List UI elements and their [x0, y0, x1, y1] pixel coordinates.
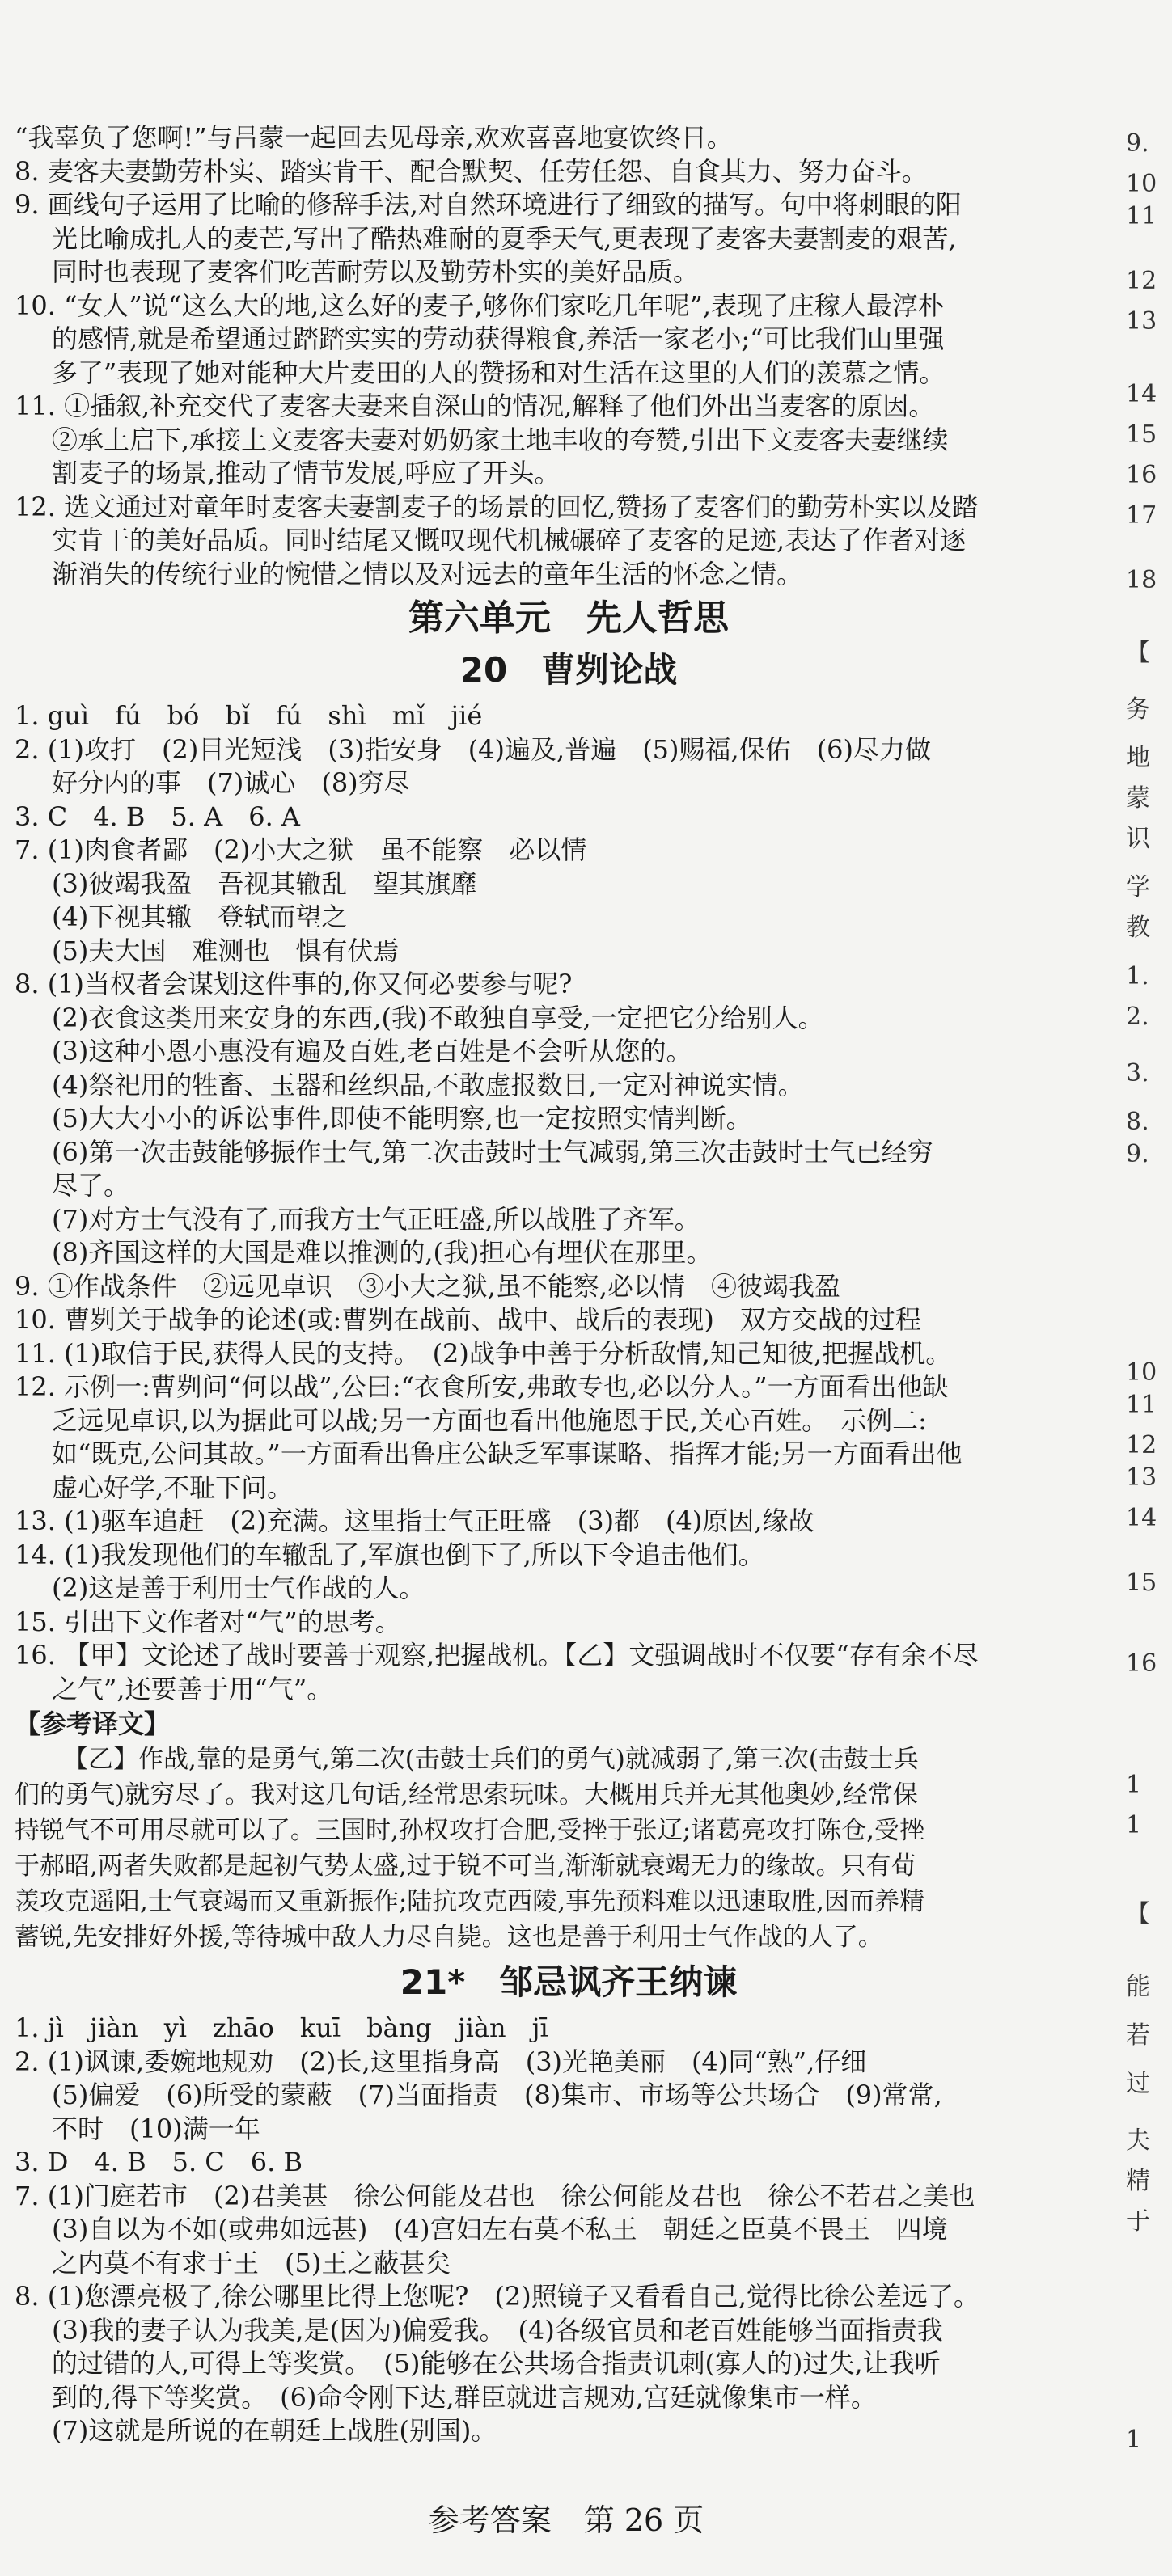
cropped-right-column — [1126, 113, 1172, 2539]
cropped-text-fragment: 15 — [1126, 420, 1157, 449]
cropped-text-fragment: 1 — [1126, 1811, 1142, 1839]
cropped-text-fragment: 15 — [1126, 1569, 1157, 1597]
translation-line: 蓄锐,先安排好外援,等待城中敌人力尽自毙。这也是善于利用士气作战的人了。 — [15, 1923, 883, 1952]
reference-translation-heading: 【参考译文】 — [15, 1708, 171, 1739]
cropped-text-fragment: 1. — [1126, 962, 1149, 990]
text-line: 之内莫不有求于王 (5)王之蔽甚矣 — [52, 2247, 451, 2278]
cropped-text-fragment: 过 — [1126, 2070, 1150, 2098]
text-line: (5)大大小小的诉讼事件,即使不能明察,也一定按照实情判断。 — [52, 1103, 752, 1134]
text-line: 13. (1)驱车追赶 (2)充满。这里指士气正旺盛 (3)都 (4)原因,缘故 — [15, 1505, 814, 1536]
text-line: 12. 选文通过对童年时麦客夫妻割麦子的场景的回忆,赞扬了麦客们的勤劳朴实以及踏 — [15, 491, 979, 522]
cropped-text-fragment: 11 — [1126, 1391, 1157, 1419]
text-line: 之气”,还要善于用“气”。 — [52, 1673, 333, 1704]
translation-line: 们的勇气)就穷尽了。我对这几句话,经常思索玩味。大概用兵并无其他奥妙,经常保 — [15, 1780, 918, 1810]
text-line: 8. 麦客夫妻勤劳朴实、踏实肯干、配合默契、任劳任怨、自食其力、努力奋斗。 — [15, 155, 928, 187]
text-line: 3. C 4. B 5. A 6. A — [15, 800, 301, 832]
text-line: 7. (1)肉食者鄙 (2)小大之狱 虽不能察 必以情 — [15, 834, 587, 865]
main-column — [15, 121, 1123, 2448]
text-line: ②承上启下,承接上文麦客夫妻对奶奶家土地丰收的夸赞,引出下文麦客夫妻继续 — [52, 424, 949, 455]
text-line: (3)这种小恩小惠没有遍及百姓,老百姓是不会听从您的。 — [52, 1036, 692, 1066]
text-line: (7)这就是所说的在朝廷上战胜(别国)。 — [52, 2415, 497, 2446]
cropped-text-fragment: 1 — [1126, 1771, 1142, 1799]
text-line: 尽了。 — [52, 1170, 130, 1201]
text-line: 多了”表现了她对能种大片麦田的人的赞扬和对生活在这里的人们的羡慕之情。 — [52, 357, 946, 388]
cropped-text-fragment: 学 — [1126, 873, 1150, 902]
cropped-text-fragment: 教 — [1126, 914, 1150, 942]
cropped-text-fragment: 17 — [1126, 501, 1157, 530]
cropped-text-fragment: 14 — [1126, 1504, 1157, 1532]
cropped-text-fragment: 夫 — [1126, 2126, 1150, 2155]
text-line: 不时 (10)满一年 — [52, 2113, 260, 2144]
cropped-text-fragment: 9. — [1126, 1140, 1149, 1168]
text-line: 11. (1)取信于民,获得人民的支持。 (2)战争中善于分析敌情,知己知彼,把握战机。 — [15, 1337, 952, 1369]
text-line: 12. 示例一:曹刿问“何以战”,公曰:“衣食所安,弗敢专也,必以分人。”一方面看出他缺 — [15, 1371, 949, 1402]
text-line: 16. 【甲】文论述了战时要善于观察,把握战机。【乙】文强调战时不仅要“存有余不尽 — [15, 1640, 979, 1670]
text-line: 割麦子的场景,推动了情节发展,呼应了开头。 — [52, 458, 561, 488]
translation-line: 持锐气不可用尽就可以了。三国时,孙权攻打合肥,受挫于张辽;诸葛亮攻打陈仓,受挫 — [15, 1816, 925, 1845]
lesson-21-answers — [15, 2012, 1123, 2448]
cropped-text-fragment: 2. — [1126, 1003, 1149, 1031]
cropped-text-fragment: 10 — [1126, 170, 1157, 198]
cropped-text-fragment: 16 — [1126, 1649, 1157, 1678]
text-line: 实肯干的美好品质。同时结尾又慨叹现代机械碾碎了麦客的足迹,表达了作者对逐 — [52, 525, 967, 555]
cropped-text-fragment: 12 — [1126, 267, 1157, 295]
lesson-20-answers — [15, 699, 1123, 1706]
text-line: 9. ①作战条件 ②远见卓识 ③小大之狱,虽不能察,必以情 ④彼竭我盈 — [15, 1270, 841, 1302]
text-line: (4)下视其辙 登轼而望之 — [52, 902, 348, 932]
page-number: 第 26 页 — [583, 2502, 704, 2538]
text-line: 11. ①插叙,补充交代了麦客夫妻来自深山的情况,解释了他们外出当麦客的原因。 — [15, 391, 935, 421]
cropped-text-fragment: 18 — [1126, 566, 1157, 594]
text-line: 7. (1)门庭若市 (2)君美甚 徐公何能及君也 徐公何能及君也 徐公不若君之美也 — [15, 2180, 975, 2211]
text-line: 乏远见卓识,以为据此可以战;另一方面也看出他施恩于民,关心百姓。 示例二: — [52, 1404, 927, 1436]
translation-line: 于郝昭,两者失败都是起初气势太盛,过于锐不可当,渐渐就衰竭无力的缘故。只有荀 — [15, 1852, 916, 1881]
cropped-text-fragment: 于 — [1126, 2207, 1150, 2236]
cropped-text-fragment: 16 — [1126, 461, 1157, 489]
text-line: 虚心好学,不耻下问。 — [52, 1472, 294, 1503]
cropped-text-fragment: 【 — [1126, 639, 1150, 667]
text-line: 2. (1)攻打 (2)目光短浅 (3)指安身 (4)遍及,普遍 (5)赐福,保佑 (6)尽力做 — [15, 733, 932, 765]
text-line: 光比喻成扎人的麦芒,写出了酷热难耐的夏季天气,更表现了麦客夫妻割麦的艰苦, — [52, 222, 957, 254]
page-footer — [0, 2500, 1132, 2540]
text-line: 14. (1)我发现他们的车辙乱了,军旗也倒下了,所以下令追击他们。 — [15, 1539, 764, 1570]
text-line: (3)自以为不如(或弗如远甚) (4)宫妇左右莫不私王 朝廷之臣莫不畏王 四境 — [52, 2214, 948, 2244]
text-line: 1. jì jiàn yì zhāo kuī bàng jiàn jī — [15, 2012, 548, 2043]
text-line: 到的,得下等奖赏。 (6)命令刚下达,群臣就进言规劝,宫廷就像集市一样。 — [52, 2381, 877, 2413]
text-line: (3)彼竭我盈 吾视其辙乱 望其旗靡 — [52, 868, 477, 899]
text-line: (2)这是善于利用士气作战的人。 — [52, 1573, 425, 1603]
text-line: 同时也表现了麦客们吃苦耐劳以及勤劳朴实的美好品质。 — [52, 256, 700, 287]
previous-lesson-answers — [15, 121, 1123, 591]
cropped-text-fragment: 14 — [1126, 380, 1157, 408]
text-line: (5)偏爱 (6)所受的蒙蔽 (7)当面指责 (8)集市、市场等公共场合 (9)常常, — [52, 2080, 942, 2110]
text-line: 2. (1)讽谏,委婉地规劝 (2)长,这里指身高 (3)光艳美丽 (4)同“熟”,仔细 — [15, 2046, 867, 2077]
text-line: (4)祭祀用的牲畜、玉器和丝织品,不敢虚报数目,一定对神说实情。 — [52, 1069, 804, 1100]
translation-line: 羡攻克遥阳,士气衰竭而又重新振作;陆抗攻克西陵,事先预料难以迅速取胜,因而养精 — [15, 1887, 925, 1916]
text-line: (2)衣食这类用来安身的东西,(我)不敢独自享受,一定把它分给别人。 — [52, 1002, 824, 1033]
text-line: 15. 引出下文作者对“气”的思考。 — [15, 1606, 401, 1637]
cropped-text-fragment: 8. — [1126, 1108, 1149, 1136]
text-line: 的感情,就是希望通过踏踏实实的劳动获得粮食,养活一家老小;“可比我们山里强 — [52, 323, 945, 354]
cropped-text-fragment: 9. — [1126, 129, 1149, 158]
reference-translation — [15, 1742, 1123, 1955]
footer-label: 参考答案 — [428, 2502, 552, 2538]
text-line: 8. (1)当权者会谋划这件事的,你又何必要参与呢? — [15, 969, 573, 999]
cropped-text-fragment: 精 — [1126, 2167, 1150, 2195]
cropped-text-fragment: 3. — [1126, 1059, 1149, 1087]
text-line: “我辜负了您啊!”与吕蒙一起回去见母亲,欢欢喜喜地宴饮终日。 — [15, 122, 733, 153]
lesson-21-title: 21* 邹忌讽齐王纳谏 — [400, 1962, 738, 2002]
cropped-text-fragment: 12 — [1126, 1431, 1157, 1459]
cropped-text-fragment: 地 — [1126, 744, 1150, 772]
cropped-text-fragment: 13 — [1126, 307, 1157, 336]
cropped-text-fragment: 1 — [1126, 2426, 1142, 2454]
text-line: (6)第一次击鼓能够振作士气,第二次击鼓时士气减弱,第三次击鼓时士气已经穷 — [52, 1136, 933, 1168]
cropped-text-fragment: 13 — [1126, 1463, 1157, 1492]
cropped-text-fragment: 【 — [1126, 1900, 1150, 1928]
unit-title: 第六单元 先人哲思 — [408, 598, 729, 639]
text-line: (8)齐国这样的大国是难以推测的,(我)担心有埋伏在那里。 — [52, 1237, 713, 1268]
text-line: (3)我的妻子认为我美,是(因为)偏爱我。 (4)各级官员和老百姓能够当面指责我 — [52, 2314, 943, 2346]
cropped-text-fragment: 识 — [1126, 825, 1150, 853]
text-line: (5)夫大国 难测也 惧有伏焉 — [52, 935, 400, 966]
text-line: 渐消失的传统行业的惋惜之情以及对远去的童年生活的怀念之情。 — [52, 558, 803, 589]
cropped-text-fragment: 能 — [1126, 1973, 1150, 2001]
text-line: 10. “女人”说“这么大的地,这么好的麦子,够你们家吃几年呢”,表现了庄稼人最淳朴 — [15, 289, 945, 321]
cropped-text-fragment: 若 — [1126, 2021, 1150, 2050]
text-line: (7)对方士气没有了,而我方士气正旺盛,所以战胜了齐军。 — [52, 1203, 700, 1235]
text-line: 8. (1)您漂亮极了,徐公哪里比得上您呢? (2)照镜子又看看自己,觉得比徐公差远了。 — [15, 2281, 979, 2312]
text-line: 如“既克,公问其故。”一方面看出鲁庄公缺乏军事谋略、指挥才能;另一方面看出他 — [52, 1438, 963, 1469]
lesson-20-title: 20 曹刿论战 — [459, 650, 678, 690]
text-line: 9. 画线句子运用了比喻的修辞手法,对自然环境进行了细致的描写。句中将刺眼的阳 — [15, 189, 962, 220]
text-line: 好分内的事 (7)诚心 (8)穷尽 — [52, 767, 410, 798]
cropped-text-fragment: 务 — [1126, 695, 1150, 724]
translation-line: 【乙】作战,靠的是勇气,第二次(击鼓士兵们的勇气)就减弱了,第三次(击鼓士兵 — [63, 1745, 919, 1774]
cropped-text-fragment: 11 — [1126, 202, 1157, 230]
text-line: 3. D 4. B 5. C 6. B — [15, 2147, 303, 2177]
cropped-text-fragment: 10 — [1126, 1358, 1157, 1387]
cropped-text-fragment: 蒙 — [1126, 784, 1150, 813]
text-line: 的过错的人,可得上等奖赏。 (5)能够在公共场合指责讥刺(寡人的)过失,让我听 — [52, 2348, 941, 2379]
text-line: 1. guì fú bó bǐ fú shì mǐ jié — [15, 700, 483, 731]
text-line: 10. 曹刿关于战争的论述(或:曹刿在战前、战中、战后的表现) 双方交战的过程 — [15, 1304, 921, 1335]
